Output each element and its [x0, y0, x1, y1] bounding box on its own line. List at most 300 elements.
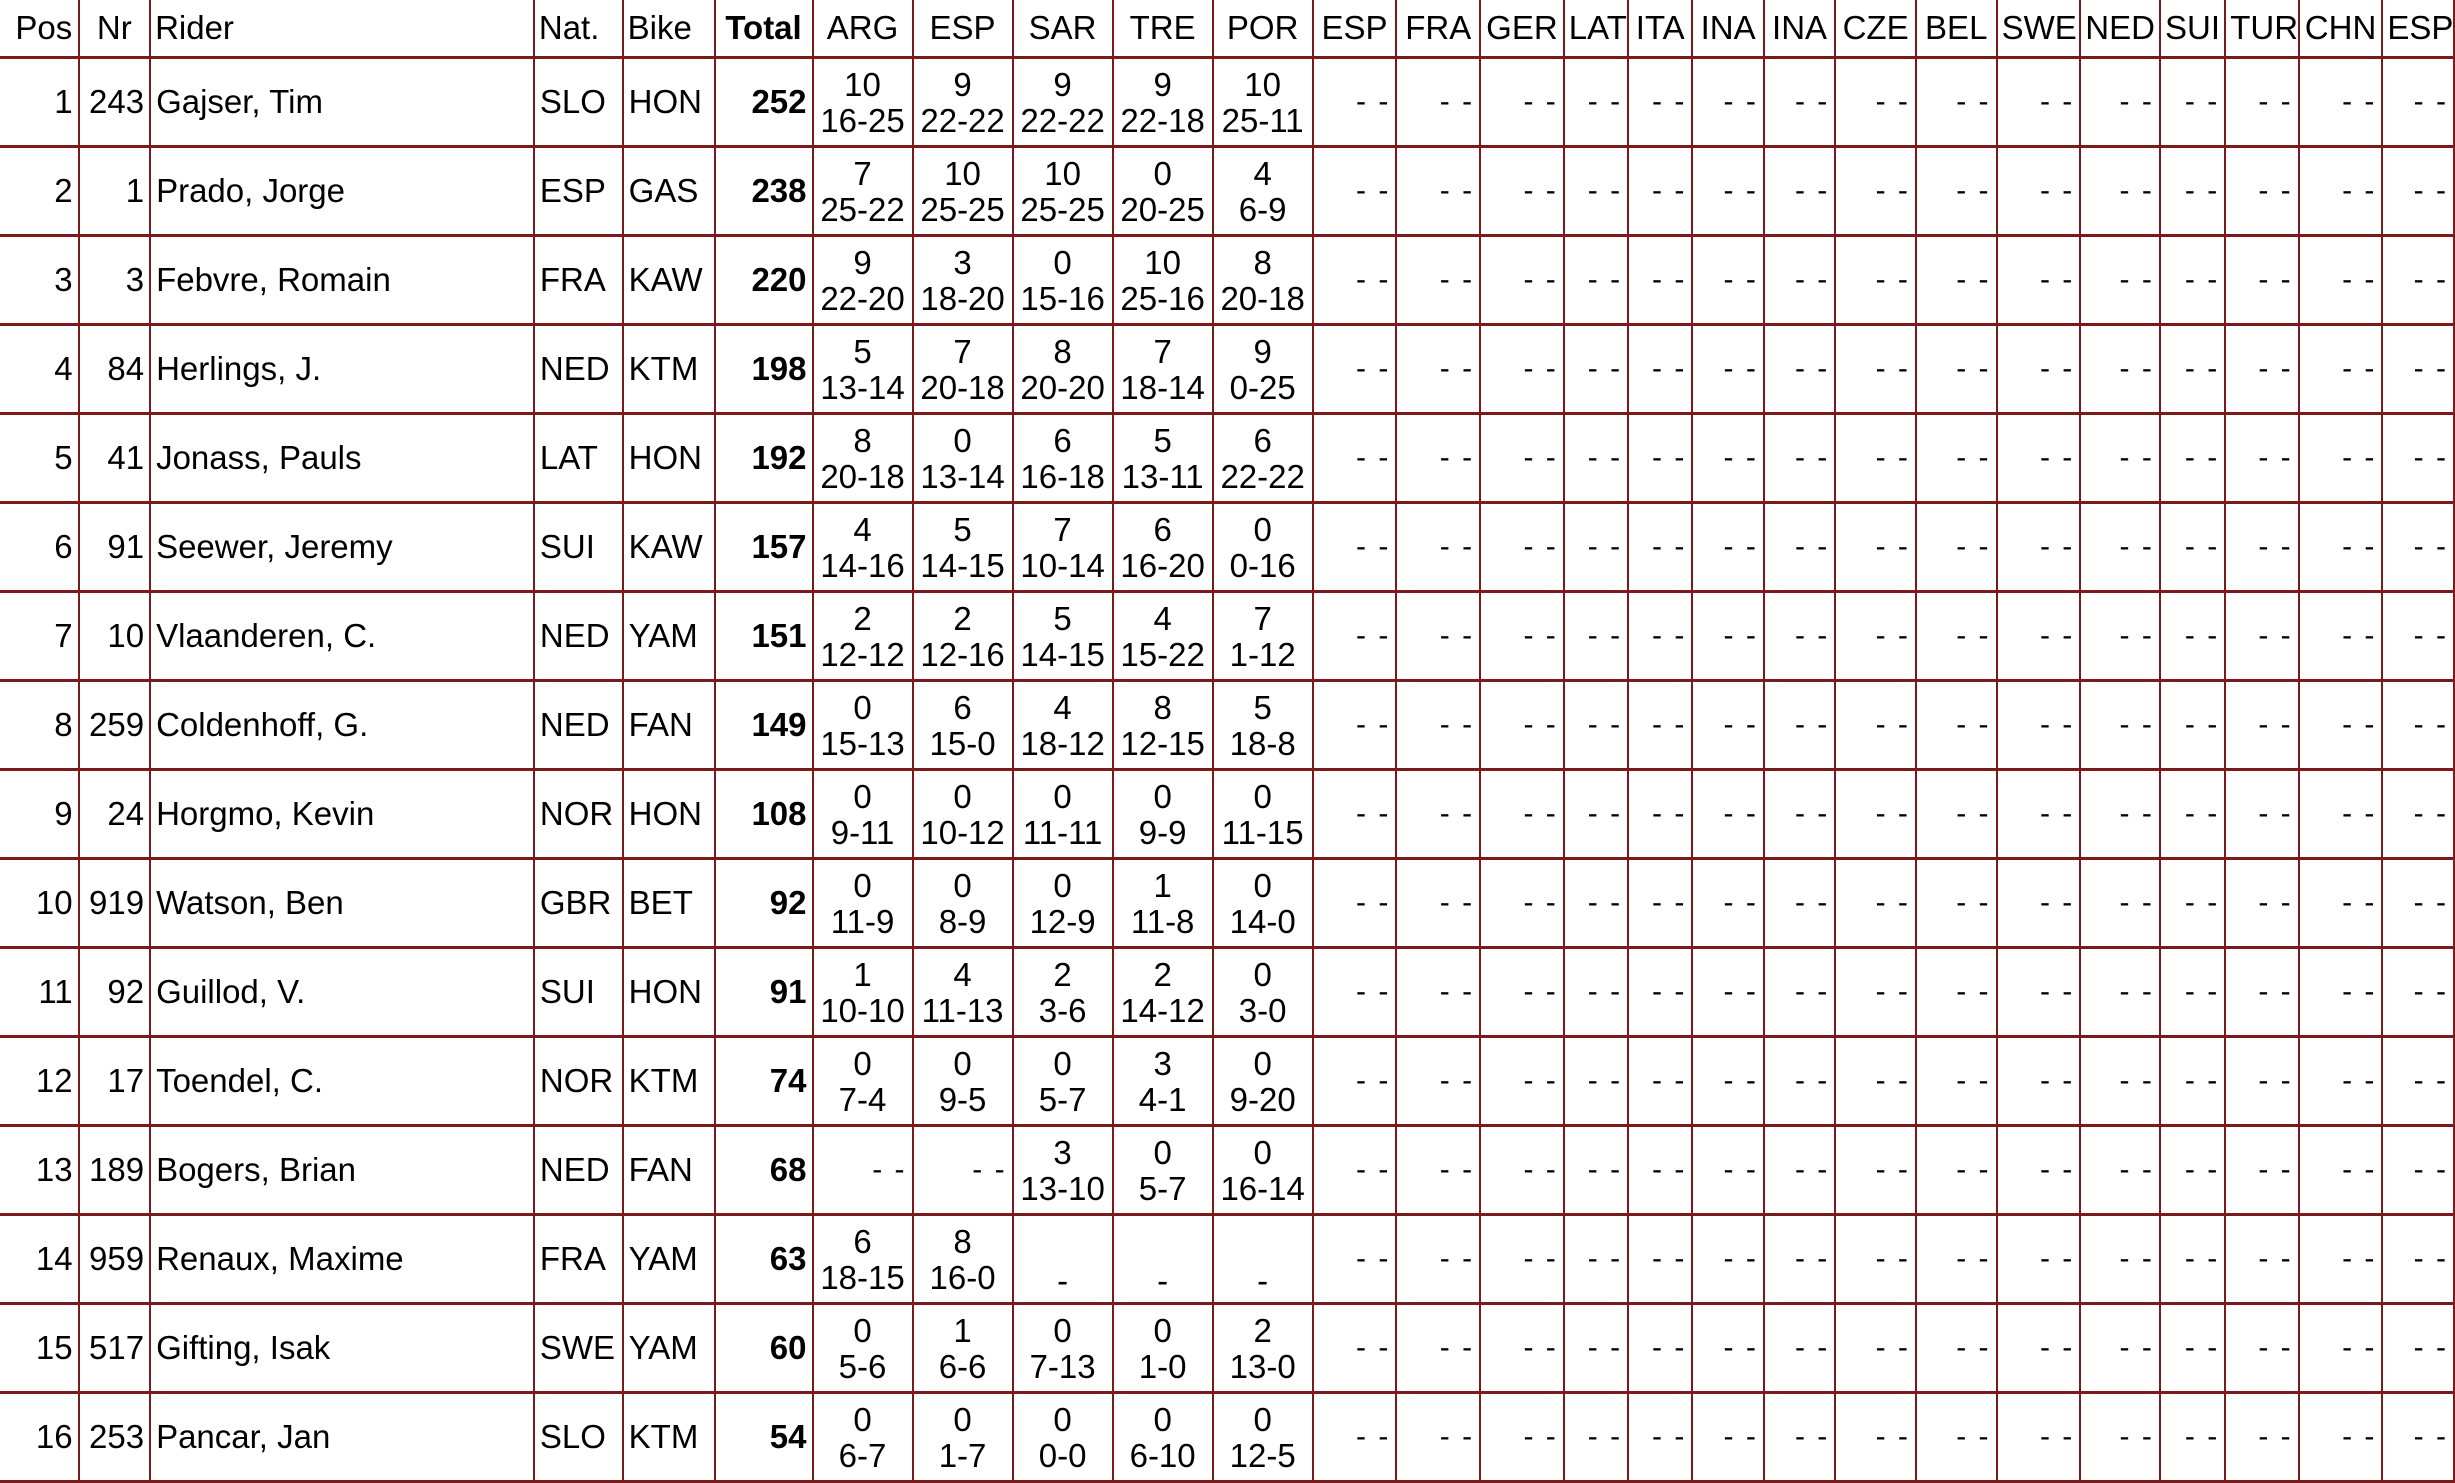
heat-points: 20-25 — [1120, 190, 1205, 228]
race-points: 7 — [853, 154, 872, 192]
col-race-header[interactable]: SUI — [2161, 0, 2226, 59]
race-points: 5 — [1253, 688, 1272, 726]
race-empty-cell: - - — [1836, 1127, 1917, 1216]
race-result-cell — [814, 771, 914, 860]
table-row — [0, 415, 2455, 504]
race-empty-cell: - - — [1693, 949, 1764, 1038]
bike-cell: KAW — [624, 237, 716, 326]
nationality-cell: GBR — [535, 860, 624, 949]
race-empty-cell: - - — [1765, 59, 1836, 148]
race-empty-cell: - - — [1765, 1216, 1836, 1305]
nationality-cell: NED — [535, 1127, 624, 1216]
race-result-cell — [1214, 1038, 1314, 1127]
race-empty-cell: - - — [2161, 237, 2226, 326]
rider-name-link[interactable]: Herlings, J. — [151, 326, 535, 415]
rider-name-link[interactable]: Coldenhoff, G. — [151, 682, 535, 771]
heat-points: 22-22 — [1020, 101, 1105, 139]
race-points — [1019, 1220, 1107, 1255]
race-points: 6 — [953, 688, 972, 726]
race-result-cell — [1214, 1305, 1314, 1394]
rider-name-link[interactable]: Gifting, Isak — [151, 1305, 535, 1394]
race-points: 7 — [1153, 332, 1172, 370]
race-empty-cell: - - — [1629, 148, 1693, 237]
col-race-header[interactable]: SAR — [1014, 0, 1114, 59]
race-points: 0 — [1153, 1133, 1172, 1171]
heat-points: 12-12 — [820, 635, 905, 673]
race-empty-cell: - - — [1836, 326, 1917, 415]
heat-points: 25-25 — [920, 190, 1005, 228]
race-empty-cell: - - — [2383, 237, 2455, 326]
race-empty-cell: - - — [1917, 326, 1998, 415]
race-empty-cell: - - — [1765, 504, 1836, 593]
heat-points: 6-6 — [938, 1347, 987, 1385]
position-cell: 11 — [0, 949, 80, 1038]
race-empty-cell: - - — [1836, 415, 1917, 504]
bike-cell: FAN — [624, 682, 716, 771]
heat-points: 11-9 — [830, 902, 895, 940]
col-race-header[interactable]: CHN — [2300, 0, 2384, 59]
col-bike-header[interactable]: Bike — [624, 0, 716, 59]
race-points: 0 — [1153, 1400, 1172, 1438]
race-points: 0 — [1253, 777, 1272, 815]
heat-points: 13-11 — [1121, 457, 1204, 495]
heat-points: 8-9 — [938, 902, 987, 940]
race-empty-cell: - - — [2161, 682, 2226, 771]
race-empty-cell: - - — [1565, 148, 1629, 237]
race-result-cell — [814, 860, 914, 949]
table-row — [0, 860, 2455, 949]
col-race-header[interactable]: NED — [2081, 0, 2161, 59]
nationality-cell: NOR — [535, 771, 624, 860]
race-result-cell — [1114, 1127, 1214, 1216]
race-empty-cell: - - — [1917, 237, 1998, 326]
race-empty-cell: - - — [2383, 1305, 2455, 1394]
heat-points: 13-14 — [920, 457, 1005, 495]
col-nat-header[interactable]: Nat. — [535, 0, 624, 59]
race-empty-cell: - - — [1314, 148, 1398, 237]
race-empty-cell: - - — [2226, 1216, 2299, 1305]
nationality-cell: SUI — [535, 949, 624, 1038]
race-empty-cell: - - — [2081, 326, 2161, 415]
race-empty-cell: - - — [1314, 1216, 1398, 1305]
race-empty-cell: - - — [1314, 326, 1398, 415]
race-empty-cell: - - — [1917, 593, 1998, 682]
rider-name-link[interactable]: Gajser, Tim — [151, 59, 535, 148]
race-points — [1219, 1220, 1307, 1255]
table-row — [0, 1038, 2455, 1127]
race-points: 1 — [853, 955, 872, 993]
col-race-header[interactable]: ARG — [814, 0, 914, 59]
race-result-cell — [814, 415, 914, 504]
heat-points: 0-0 — [1038, 1436, 1087, 1474]
race-empty-cell: - - — [1397, 59, 1481, 148]
heat-points: 6-7 — [838, 1436, 887, 1474]
race-empty-cell: - - — [1836, 1305, 1917, 1394]
col-race-header[interactable]: SWE — [1998, 0, 2082, 59]
race-result-cell — [914, 860, 1014, 949]
race-empty-cell: - - — [1314, 504, 1398, 593]
race-result-cell — [1214, 682, 1314, 771]
position-cell: 12 — [0, 1038, 80, 1127]
race-empty-cell: - - — [2300, 1038, 2384, 1127]
race-result-cell — [1114, 237, 1214, 326]
race-result-cell — [1214, 593, 1314, 682]
race-empty-cell: - - — [1836, 237, 1917, 326]
race-empty-cell: - - — [2300, 1305, 2384, 1394]
race-points: 0 — [1053, 777, 1072, 815]
race-result-cell — [914, 504, 1014, 593]
rider-name-link[interactable]: Bogers, Brian — [151, 1127, 535, 1216]
nationality-cell: LAT — [535, 415, 624, 504]
race-points: 2 — [853, 599, 872, 637]
col-nr-header[interactable]: Nr — [80, 0, 151, 59]
race-empty-cell: - - — [1565, 860, 1629, 949]
race-empty-cell: - - — [1629, 593, 1693, 682]
race-empty-cell: - - — [2226, 860, 2299, 949]
col-rider-header[interactable]: Rider — [151, 0, 535, 59]
race-empty-cell: - - — [2226, 593, 2299, 682]
heat-points: 18-8 — [1229, 724, 1296, 762]
heat-points: 16-25 — [820, 101, 905, 139]
race-empty-cell: - - — [1565, 1394, 1629, 1483]
race-empty-cell: - - — [2383, 326, 2455, 415]
race-empty-cell: - - — [2161, 1038, 2226, 1127]
race-empty-cell: - - — [2383, 593, 2455, 682]
heat-points: 25-11 — [1221, 101, 1304, 139]
race-empty-cell: - - — [1481, 326, 1565, 415]
header-row — [0, 0, 2455, 59]
rider-number-cell: 919 — [80, 860, 151, 949]
race-result-cell — [1014, 415, 1114, 504]
rider-name-link[interactable]: Guillod, V. — [151, 949, 535, 1038]
race-empty-cell: - - — [2161, 1127, 2226, 1216]
col-race-header[interactable]: ESP — [1314, 0, 1398, 59]
race-points: 1 — [953, 1311, 972, 1349]
heat-points: 22-18 — [1120, 101, 1205, 139]
race-empty-cell: - - — [1397, 949, 1481, 1038]
race-result-cell — [1214, 148, 1314, 237]
race-empty-cell: - - — [1998, 1305, 2082, 1394]
race-result-cell — [1114, 1305, 1214, 1394]
nationality-cell: SWE — [535, 1305, 624, 1394]
race-points — [1119, 1220, 1207, 1255]
race-empty-cell: - - — [2161, 59, 2226, 148]
race-empty-cell: - - — [1998, 682, 2082, 771]
table-row — [0, 59, 2455, 148]
col-race-header[interactable]: ESP — [914, 0, 1014, 59]
heat-points: 1-0 — [1138, 1347, 1187, 1385]
race-empty-cell: - - — [2081, 1305, 2161, 1394]
race-empty-cell: - - — [1565, 415, 1629, 504]
col-race-header[interactable]: TUR — [2226, 0, 2299, 59]
race-empty-cell: - - — [1314, 1127, 1398, 1216]
rider-name-link[interactable]: Horgmo, Kevin — [151, 771, 535, 860]
race-empty-cell: - - — [1693, 1394, 1764, 1483]
nationality-cell: NED — [535, 682, 624, 771]
race-empty-cell: - - — [2383, 1038, 2455, 1127]
col-race-header[interactable]: BEL — [1917, 0, 1998, 59]
position-cell: 15 — [0, 1305, 80, 1394]
race-points: 0 — [1253, 1044, 1272, 1082]
race-empty-cell: - - — [2383, 682, 2455, 771]
race-empty-cell: - - — [1693, 682, 1764, 771]
race-empty-cell: - - — [2226, 1038, 2299, 1127]
col-race-header[interactable]: FRA — [1397, 0, 1481, 59]
rider-name-link[interactable]: Prado, Jorge — [151, 148, 535, 237]
race-points: 8 — [1253, 243, 1272, 281]
heat-points: 16-20 — [1120, 546, 1205, 584]
race-result-cell — [814, 1038, 914, 1127]
race-points: 3 — [1053, 1133, 1072, 1171]
table-row — [0, 593, 2455, 682]
race-empty-cell: - - — [1998, 326, 2082, 415]
rider-number-cell: 253 — [80, 1394, 151, 1483]
heat-points: 11-8 — [1130, 902, 1195, 940]
race-points: 7 — [1253, 599, 1272, 637]
rider-number-cell: 41 — [80, 415, 151, 504]
race-points: 0 — [953, 421, 972, 459]
race-empty-cell: - - — [2383, 949, 2455, 1038]
table-row — [0, 949, 2455, 1038]
race-empty-cell: - - — [1693, 415, 1764, 504]
race-empty-cell: - - — [2161, 415, 2226, 504]
table-row — [0, 1216, 2455, 1305]
table-row — [0, 682, 2455, 771]
race-points: 10 — [1044, 154, 1081, 192]
col-race-header[interactable]: TRE — [1114, 0, 1214, 59]
race-empty-cell: - - — [2161, 148, 2226, 237]
heat-points: 13-14 — [820, 368, 905, 406]
bike-cell: KTM — [624, 326, 716, 415]
race-empty-cell: - - — [1481, 59, 1565, 148]
race-empty-cell: - - — [2226, 237, 2299, 326]
table-row — [0, 771, 2455, 860]
race-empty-cell: - - — [1481, 1305, 1565, 1394]
race-empty-cell: - - — [1397, 1394, 1481, 1483]
race-result-cell — [1114, 1394, 1214, 1483]
race-empty-cell: - - — [1917, 1305, 1998, 1394]
rider-name-link[interactable]: Vlaanderen, C. — [151, 593, 535, 682]
race-points: 4 — [1253, 154, 1272, 192]
race-empty-cell: - - — [1397, 326, 1481, 415]
rider-name-link[interactable]: Renaux, Maxime — [151, 1216, 535, 1305]
rider-name-link[interactable]: Seewer, Jeremy — [151, 504, 535, 593]
total-points-cell: 54 — [716, 1394, 814, 1483]
bike-cell: YAM — [624, 593, 716, 682]
heat-points: 14-15 — [920, 546, 1005, 584]
race-points: 0 — [853, 1311, 872, 1349]
heat-points: 11-15 — [1221, 813, 1304, 851]
rider-number-cell: 1 — [80, 148, 151, 237]
rider-number-cell: 517 — [80, 1305, 151, 1394]
race-empty-cell: - - — [1765, 593, 1836, 682]
race-empty-cell: - - — [1481, 1394, 1565, 1483]
col-race-header[interactable]: INA — [1765, 0, 1836, 59]
race-empty-cell: - - — [2081, 237, 2161, 326]
race-empty-cell: - - — [1836, 593, 1917, 682]
rider-number-cell: 17 — [80, 1038, 151, 1127]
race-result-cell — [1014, 771, 1114, 860]
heat-points: 14-15 — [1020, 635, 1105, 673]
race-points: 2 — [1253, 1311, 1272, 1349]
col-race-header[interactable]: ESP — [2383, 0, 2455, 59]
race-empty-cell: - - — [2383, 504, 2455, 593]
race-empty-cell: - - — [2300, 1216, 2384, 1305]
race-result-cell — [914, 593, 1014, 682]
race-empty-cell: - - — [2081, 1127, 2161, 1216]
race-empty-cell: - - — [1765, 860, 1836, 949]
race-points: 4 — [1153, 599, 1172, 637]
nationality-cell: SUI — [535, 504, 624, 593]
rider-name-link[interactable]: Febvre, Romain — [151, 237, 535, 326]
race-empty-cell: - - — [1917, 148, 1998, 237]
nationality-cell: SLO — [535, 59, 624, 148]
race-empty-cell: - - — [1565, 593, 1629, 682]
heat-points: 5-7 — [1138, 1169, 1187, 1207]
position-cell: 10 — [0, 860, 80, 949]
race-empty-cell: - - — [1629, 1127, 1693, 1216]
col-race-header[interactable]: POR — [1214, 0, 1314, 59]
race-empty-cell: - - — [1998, 949, 2082, 1038]
heat-points: 14-16 — [820, 546, 905, 584]
race-empty-cell: - - — [1836, 860, 1917, 949]
race-points: 6 — [1053, 421, 1072, 459]
no-result-mark: - — [1157, 1262, 1169, 1299]
rider-number-cell: 243 — [80, 59, 151, 148]
race-points: 5 — [953, 510, 972, 548]
race-result-cell — [914, 415, 1014, 504]
race-empty-cell: - - — [1565, 1305, 1629, 1394]
heat-points: 20-18 — [820, 457, 905, 495]
rider-name-link[interactable]: Jonass, Pauls — [151, 415, 535, 504]
race-result-cell — [1014, 1305, 1114, 1394]
race-empty-cell: - - — [1314, 1305, 1398, 1394]
race-result-cell — [1214, 326, 1314, 415]
race-points: 8 — [853, 421, 872, 459]
heat-points: 25-16 — [1120, 279, 1205, 317]
race-result-cell — [1014, 1394, 1114, 1483]
race-result-cell — [1114, 415, 1214, 504]
race-empty-cell: - - — [1693, 504, 1764, 593]
rider-number-cell: 259 — [80, 682, 151, 771]
race-points: 0 — [953, 777, 972, 815]
race-points: 5 — [1053, 599, 1072, 637]
total-points-cell: 74 — [716, 1038, 814, 1127]
race-empty-cell: - - — [2081, 59, 2161, 148]
race-result-cell — [814, 949, 914, 1038]
bike-cell: GAS — [624, 148, 716, 237]
col-race-header[interactable]: ITA — [1629, 0, 1693, 59]
total-points-cell: 60 — [716, 1305, 814, 1394]
race-empty-cell: - - — [2300, 949, 2384, 1038]
race-points: 0 — [1253, 1400, 1272, 1438]
race-points: 0 — [1253, 955, 1272, 993]
race-empty-cell: - - — [1836, 949, 1917, 1038]
rider-name-link[interactable]: Toendel, C. — [151, 1038, 535, 1127]
race-empty-cell: - - — [2161, 1305, 2226, 1394]
race-empty-cell: - - — [1397, 415, 1481, 504]
nationality-cell: ESP — [535, 148, 624, 237]
col-pos-header[interactable]: Pos — [0, 0, 80, 59]
heat-points: 10-10 — [820, 991, 905, 1029]
race-empty-cell: - - — [1998, 59, 2082, 148]
position-cell: 9 — [0, 771, 80, 860]
heat-points: 9-20 — [1229, 1080, 1296, 1118]
race-result-cell — [814, 682, 914, 771]
position-cell: 1 — [0, 59, 80, 148]
race-result-cell — [1214, 860, 1314, 949]
race-empty-cell: - - — [2383, 771, 2455, 860]
race-result-cell — [1214, 1216, 1314, 1305]
col-total-header[interactable]: Total — [716, 0, 814, 59]
race-empty-cell: - - — [1314, 237, 1398, 326]
nationality-cell: FRA — [535, 1216, 624, 1305]
race-result-cell — [914, 771, 1014, 860]
race-empty-cell: - - — [1629, 771, 1693, 860]
race-empty-cell: - - — [1565, 1216, 1629, 1305]
rider-number-cell: 3 — [80, 237, 151, 326]
bike-cell: HON — [624, 415, 716, 504]
col-race-header[interactable]: LAT — [1565, 0, 1629, 59]
race-empty-cell: - - — [1998, 860, 2082, 949]
race-empty-cell: - - — [1481, 1127, 1565, 1216]
rider-name-link[interactable]: Pancar, Jan — [151, 1394, 535, 1483]
race-empty-cell: - - — [1917, 59, 1998, 148]
heat-points: 12-9 — [1029, 902, 1096, 940]
heat-points: 18-12 — [1020, 724, 1105, 762]
col-race-header[interactable]: INA — [1693, 0, 1764, 59]
race-points: 0 — [1053, 1311, 1072, 1349]
race-empty-cell: - - — [1693, 237, 1764, 326]
rider-name-link[interactable]: Watson, Ben — [151, 860, 535, 949]
race-result-cell — [914, 1305, 1014, 1394]
col-race-header[interactable]: GER — [1481, 0, 1565, 59]
heat-points: 6-9 — [1238, 190, 1287, 228]
race-empty-cell: - - — [2300, 860, 2384, 949]
heat-points: 13-0 — [1229, 1347, 1296, 1385]
race-result-cell — [814, 326, 914, 415]
race-empty-cell: - - — [2161, 1216, 2226, 1305]
col-race-header[interactable]: CZE — [1836, 0, 1917, 59]
race-empty-cell: - - — [2081, 504, 2161, 593]
race-points: 10 — [1144, 243, 1181, 281]
race-empty-cell: - - — [2226, 326, 2299, 415]
race-points: 0 — [953, 1400, 972, 1438]
race-result-cell — [1214, 504, 1314, 593]
race-empty-cell: - - — [1629, 237, 1693, 326]
heat-points: 20-20 — [1020, 368, 1105, 406]
heat-points: 12-15 — [1120, 724, 1205, 762]
race-empty-cell: - - — [1314, 682, 1398, 771]
race-points: 2 — [953, 599, 972, 637]
race-result-cell — [1014, 1216, 1114, 1305]
heat-points: 12-16 — [920, 635, 1005, 673]
race-empty-cell: - - — [2081, 682, 2161, 771]
total-points-cell: 92 — [716, 860, 814, 949]
race-empty-cell: - - — [1629, 1038, 1693, 1127]
race-empty-cell: - - — [1998, 771, 2082, 860]
race-result-cell — [1214, 415, 1314, 504]
race-empty-cell: - - — [1481, 148, 1565, 237]
race-points: 8 — [953, 1222, 972, 1260]
race-empty-cell: - - — [2226, 504, 2299, 593]
race-points: 4 — [853, 510, 872, 548]
race-result-cell — [1214, 949, 1314, 1038]
race-points: 9 — [1153, 65, 1172, 103]
race-result-cell — [1114, 860, 1214, 949]
race-result-cell — [1014, 682, 1114, 771]
bike-cell: KTM — [624, 1394, 716, 1483]
